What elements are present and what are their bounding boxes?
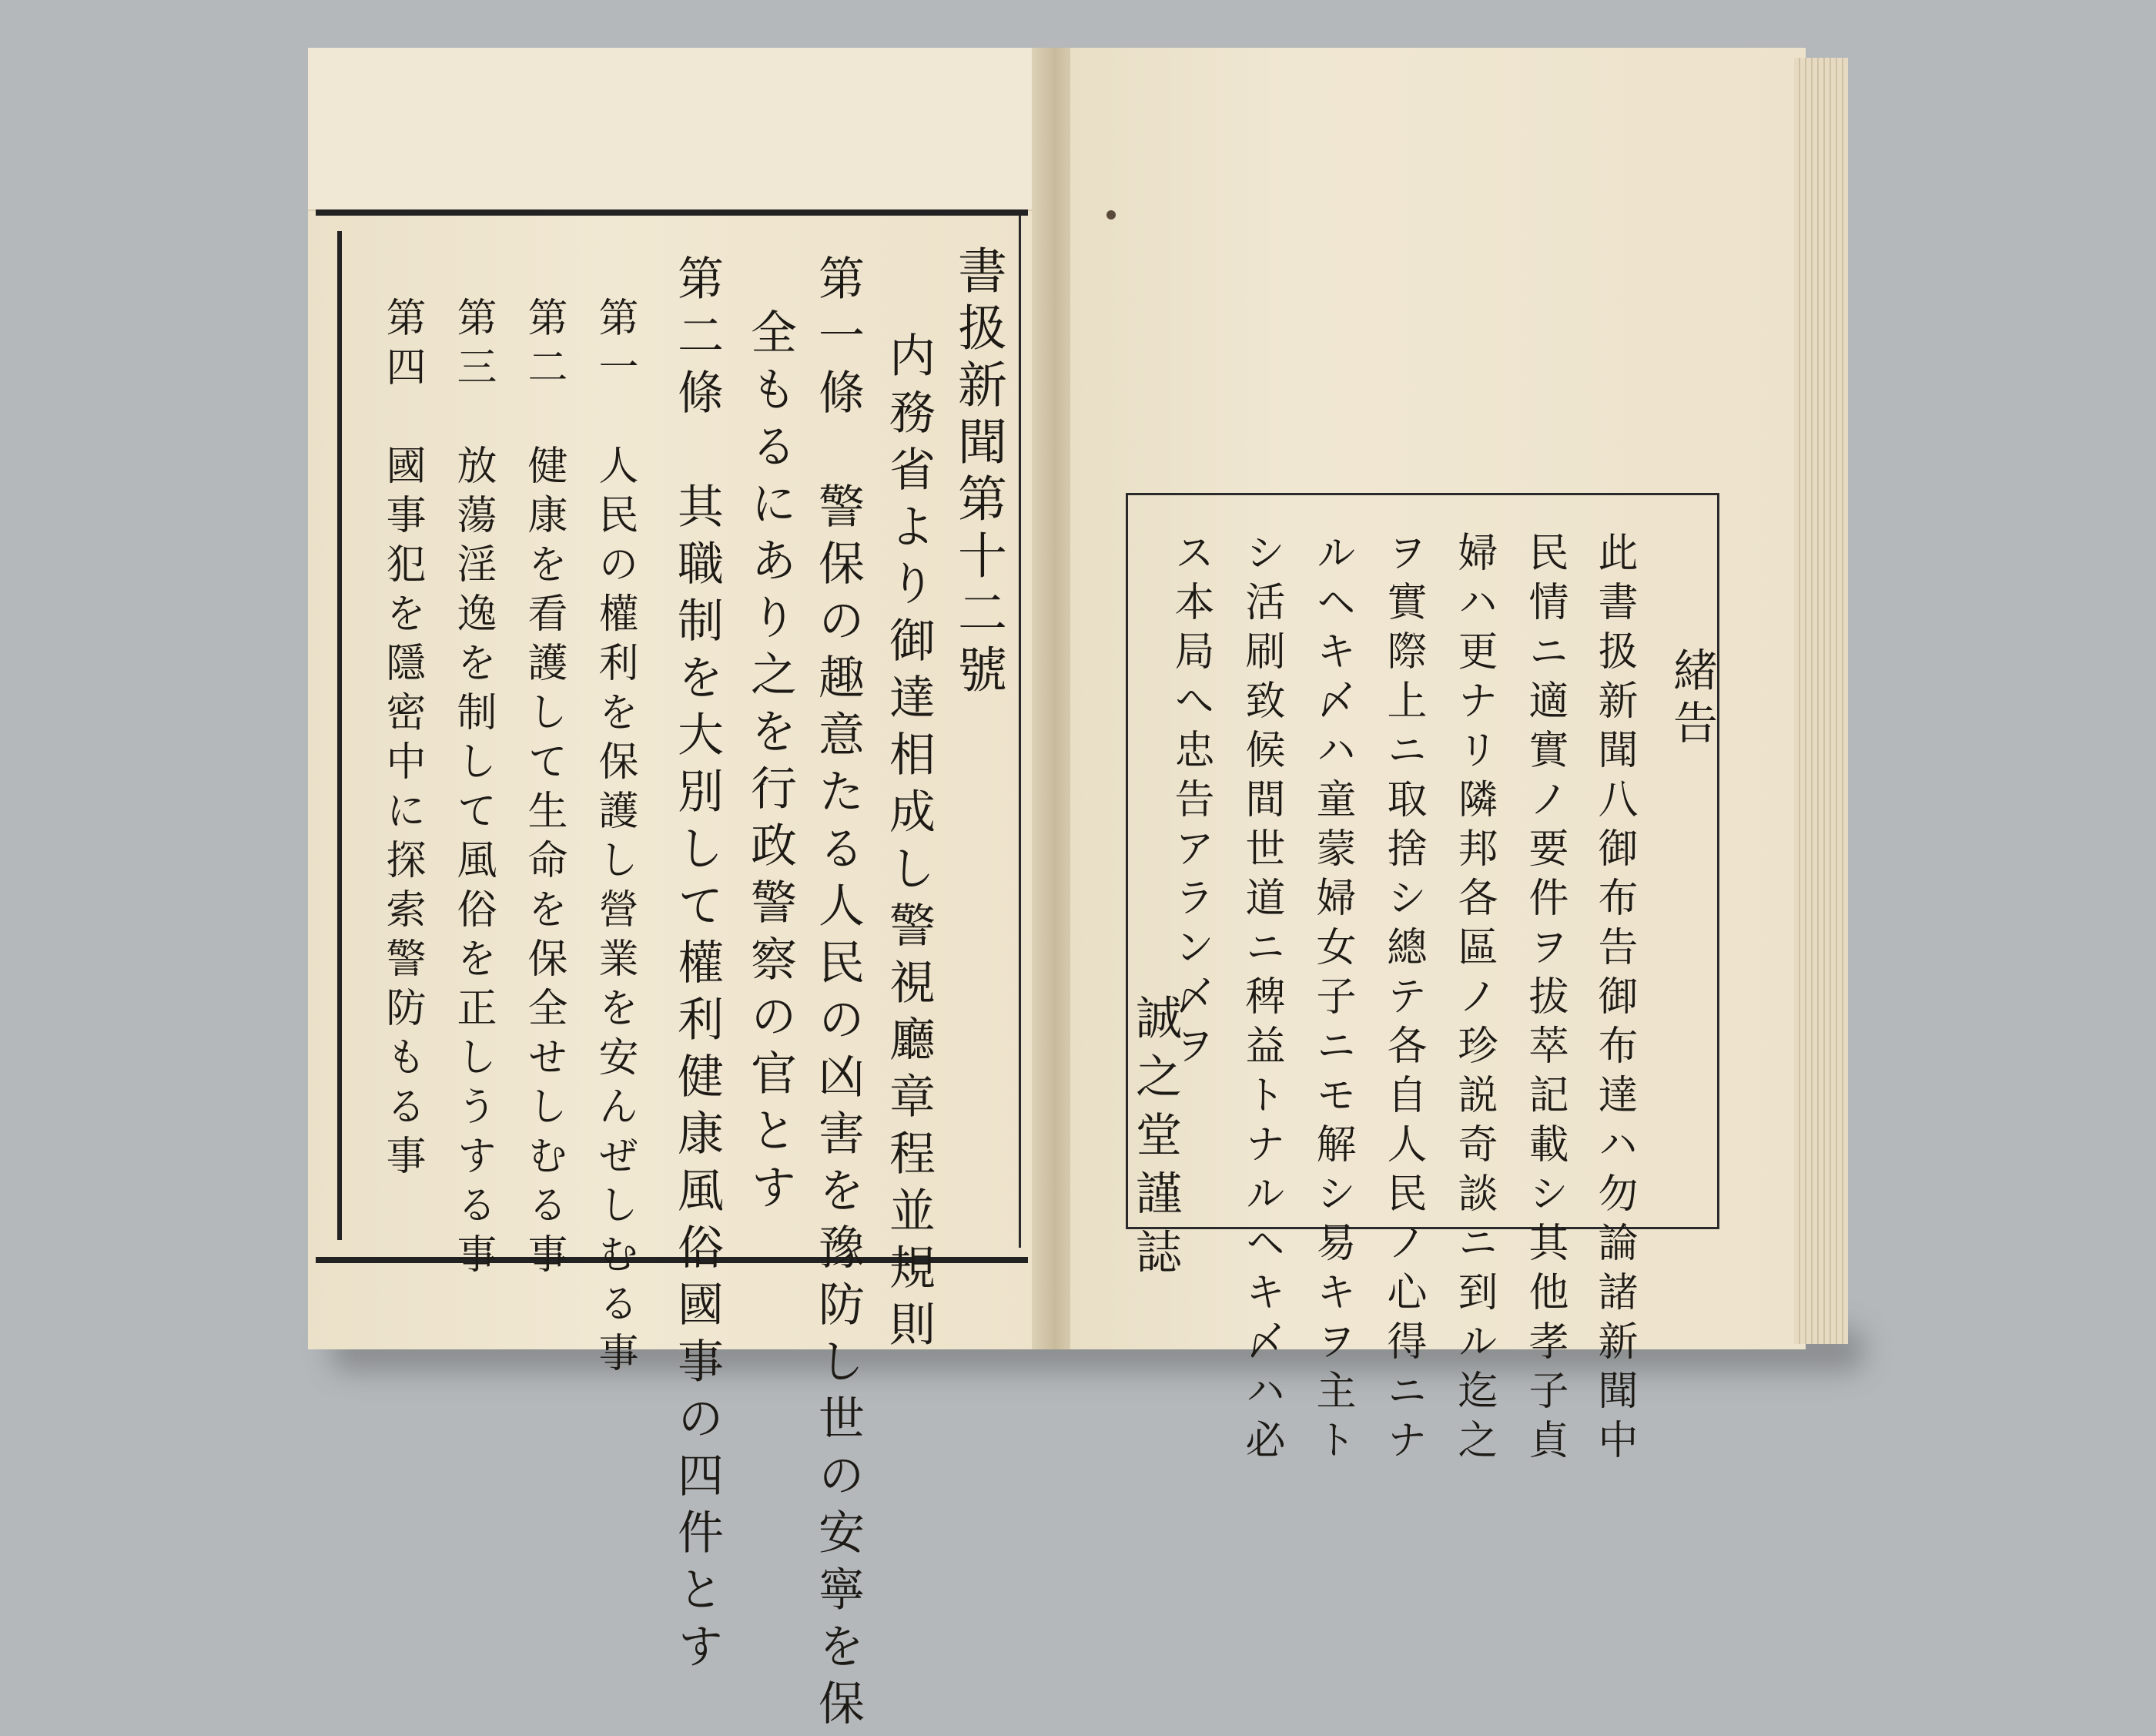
notice-line: 此書扱新聞八御布告御布達ハ勿論諸新聞中 [1591,531,1637,1468]
notice-line: ス本局へ忠告アラン〆ヲ [1167,531,1214,1074]
article-line: 第一條 警保の趣意たる人民の凶害を豫防し世の安寧を保 [811,254,865,1736]
article-line: 第四 國事犯を隱密中に探索警防もる事 [379,297,425,1184]
newspaper-subtitle: 内務省より御達相成し警視廳章程並規則 [882,331,936,1357]
notice-line: ルヘキ〆ハ童蒙婦女子ニモ解シ易キヲ主ト [1309,531,1355,1468]
newspaper-title: 書扱新聞第十二號 [949,245,1006,701]
notice-line: 婦ハ更ナリ隣邦各區ノ珍説奇談ニ到ル迄之 [1451,531,1497,1468]
article-line: 第一 人民の權利を保護し營業を安んぜしむる事 [591,297,638,1381]
notice-line: シ活刷致候間世道ニ稗益トナルヘキ〆ハ必 [1238,531,1284,1468]
notice-line: 民情ニ適實ノ要件ヲ拔萃記載シ其他孝子貞 [1522,531,1568,1468]
left-frame-inner-rule [337,231,342,1240]
article-line: 第三 放蕩淫逸を制して風俗を正しうする事 [450,297,496,1282]
left-page-flap [308,48,1032,211]
article-line: 第二 健康を看護して生命を保全せしむる事 [521,297,567,1282]
notice-line: ヲ實際上ニ取捨シ總テ各自人民ノ心得ニナ [1380,531,1426,1468]
left-frame-right-rule [1019,216,1021,1248]
page-edges [1794,58,1848,1344]
signature: 誠之堂謹誌 [1128,994,1182,1286]
article-line: 第二條 其職制を大別して權利健康風俗國事の四件とす [670,254,724,1679]
article-line: 全もるにあり之を行政警察の官とす [743,308,797,1220]
ink-dot [1106,210,1116,220]
notice-heading: 緒告 [1666,647,1718,752]
